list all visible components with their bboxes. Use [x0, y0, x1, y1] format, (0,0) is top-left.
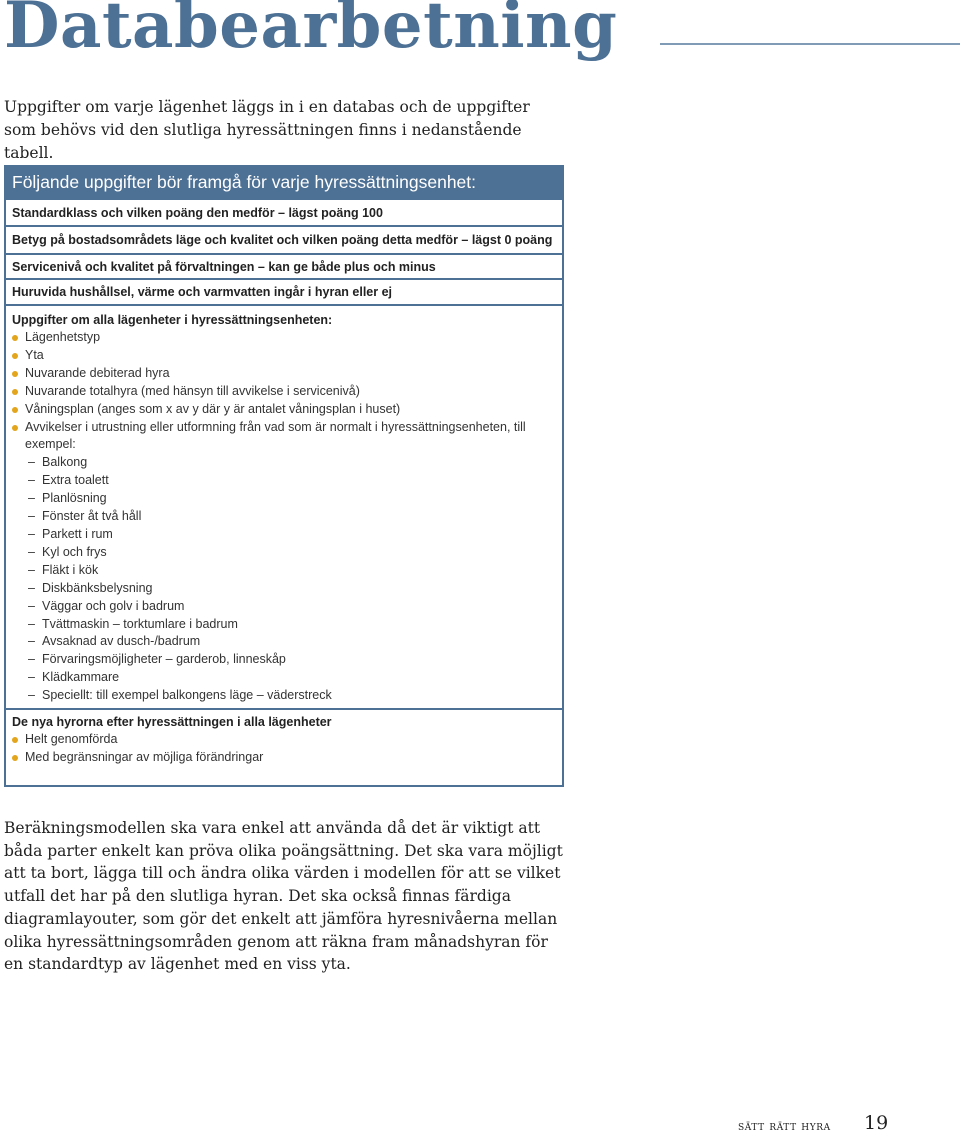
list-item: Nuvarande debiterad hyra [12, 365, 562, 383]
list-item: Yta [12, 347, 562, 365]
title-rule [660, 43, 960, 45]
panel-row-standard: Standardklass och vilken poäng den medför – lägst poäng 100 [6, 198, 562, 225]
panel-row-utilities: Huruvida hushållsel, värme och varmvatten ingår i hyran eller ej [6, 278, 562, 304]
panel-row-service: Servicenivå och kvalitet på förvaltningen – kan ge både plus och minus [6, 253, 562, 278]
list-item: Våningsplan (anges som x av y där y är antalet våningsplan i huset) [12, 401, 562, 419]
panel-header: Följande uppgifter bör framgå för varje hyressättningsenhet: [6, 167, 562, 198]
list-item: – Avsaknad av dusch-/badrum [28, 633, 562, 651]
list-item: Nuvarande totalhyra (med hänsyn till avvikelse i servicenivå) [12, 383, 562, 401]
list-item: – Parkett i rum [28, 526, 562, 544]
list-item: – Fläkt i kök [28, 562, 562, 580]
list-item: – Speciellt: till exempel balkongens läge – väderstreck [28, 687, 562, 705]
list-item: – Planlösning [28, 490, 562, 508]
list-item: Helt genomförda [12, 731, 562, 749]
page-title: Databearbetning [4, 0, 618, 63]
list-item: – Väggar och golv i badrum [28, 598, 562, 616]
list-item: – Tvättmaskin – torktumlare i badrum [28, 616, 562, 634]
new-rents-list [6, 731, 562, 767]
body-paragraph: Beräkningsmodellen ska vara enkel att använda då det är viktigt att båda parter enkelt kan pröva olika poängsättning. Det ska vara möjligt att ta bort, lägga till och ändra olika värden i modellen för att se vilket utfall det har på den slutliga hyran. Det ska också finnas färdiga diagramlayouter, som gör det enkelt att jämföra hyresnivåerna mellan olika hyressättningsområden genom att räkna fram månadshyran för en standardtyp av lägenhet med en viss yta. [4, 819, 563, 974]
info-panel [4, 165, 564, 787]
list-item: – Klädkammare [28, 669, 562, 687]
list-item: – Kyl och frys [28, 544, 562, 562]
deviation-list [6, 454, 562, 705]
section-heading: De nya hyrorna efter hyressättningen i alla lägenheter [12, 715, 332, 730]
page-number: 19 [864, 1112, 889, 1134]
list-item: – Diskbänksbelysning [28, 580, 562, 598]
footer-label: sätt rätt hyra [738, 1118, 831, 1133]
panel-row-location: Betyg på bostadsområdets läge och kvalitet och vilken poäng detta medför – lägst 0 poäng [6, 225, 562, 253]
panel-section-new-rents [6, 708, 562, 767]
apartment-list [6, 329, 562, 454]
list-item: – Extra toalett [28, 472, 562, 490]
list-item: – Balkong [28, 454, 562, 472]
panel-section-apartments [6, 304, 562, 767]
list-item: Avvikelser i utrustning eller utformning från vad som är normalt i hyressättningsenheten, till exempel: [12, 419, 562, 455]
list-item: Lägenhetstyp [12, 329, 562, 347]
list-item: – Förvaringsmöjligheter – garderob, linneskåp [28, 651, 562, 669]
list-item: Med begränsningar av möjliga förändringar [12, 749, 562, 767]
section-heading: Uppgifter om alla lägenheter i hyressättningsenheten: [12, 313, 333, 327]
intro-paragraph: Uppgifter om varje lägenhet läggs in i en databas och de uppgifter som behövs vid den slutliga hyressättningen finns i nedanstående tabell. [4, 98, 530, 162]
list-item: – Fönster åt två håll [28, 508, 562, 526]
